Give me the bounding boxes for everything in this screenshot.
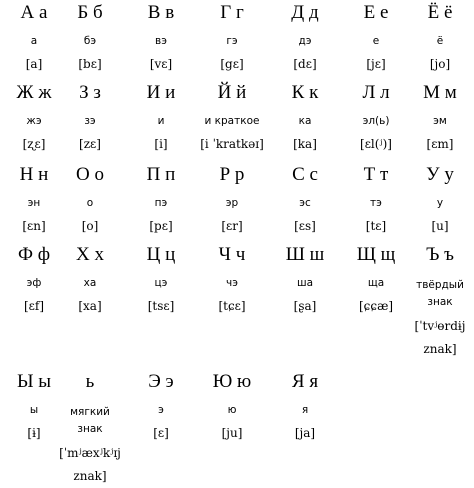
letter-ipa: [ʂa]: [293, 299, 317, 313]
letter-ipa: [jo]: [429, 57, 451, 71]
letter-cell: [342, 82, 410, 151]
letter-ipa: [ʐɛ]: [22, 137, 46, 151]
letter-glyph: Л л: [362, 82, 390, 103]
letter-name: эл(ь): [362, 115, 390, 127]
letter-glyph: Е е: [363, 2, 389, 23]
letter-name: о: [86, 197, 94, 209]
letter-name: цэ: [154, 277, 168, 289]
letter-name: эф: [26, 277, 42, 289]
letter-ipa: [ɛs]: [294, 219, 316, 233]
letter-cell: [56, 371, 124, 488]
letter-ipa: [a]: [25, 57, 43, 71]
letter-cell: [271, 2, 339, 71]
letter-name: е: [372, 35, 380, 47]
letter-cell: [342, 2, 410, 71]
letter-name: гэ: [226, 35, 238, 47]
letter-cell: [406, 82, 474, 151]
letter-name: твёрдый знак: [416, 279, 464, 308]
letter-ipa: [ja]: [294, 426, 316, 440]
letter-glyph: О о: [76, 164, 104, 185]
letter-name: вэ: [155, 35, 167, 47]
letter-glyph: З з: [79, 82, 101, 103]
letter-glyph: В в: [147, 2, 175, 23]
letter-ipa: [i]: [154, 137, 168, 151]
letter-cell: [127, 164, 195, 233]
letter-cell: [127, 2, 195, 71]
letter-name: ы: [29, 404, 39, 416]
letter-glyph: А а: [20, 2, 48, 23]
letter-glyph: Ю ю: [212, 371, 252, 392]
letter-cell: [198, 164, 266, 233]
letter-ipa: [i ˈkratkəɪ]: [200, 137, 264, 151]
letter-name: эр: [225, 197, 239, 209]
letter-ipa: [ju]: [221, 426, 243, 440]
letter-name: бэ: [83, 35, 97, 47]
letter-ipa: [ɛm]: [426, 137, 454, 151]
letter-ipa: [u]: [431, 219, 449, 233]
letter-glyph: Р р: [219, 164, 245, 185]
letter-name: ща: [367, 277, 385, 289]
letter-cell: [127, 244, 195, 313]
letter-glyph: С с: [292, 164, 318, 185]
letter-cell: [56, 244, 124, 313]
letter-glyph: Ж ж: [16, 82, 52, 103]
letter-name: жэ: [26, 115, 42, 127]
letter-name: у: [436, 197, 444, 209]
letter-glyph: Ы ы: [16, 371, 52, 392]
letter-ipa: [ˈmʲæxʲkʲɪj znak]: [59, 446, 121, 483]
letter-cell: [406, 2, 474, 71]
letter-glyph: Ё ё: [427, 2, 453, 23]
letter-cell: [198, 371, 266, 440]
letter-glyph: Ц ц: [146, 244, 176, 265]
letter-cell: [127, 82, 195, 151]
letter-glyph: Ч ч: [218, 244, 246, 265]
letter-name: ё: [436, 35, 444, 47]
letter-name: ка: [298, 115, 312, 127]
letter-cell: [271, 371, 339, 440]
letter-name: эм: [433, 115, 447, 127]
letter-ipa: [ɛ]: [153, 426, 169, 440]
letter-ipa: [dɛ]: [293, 57, 317, 71]
letter-glyph: Й й: [217, 82, 247, 103]
letter-name: и краткое: [204, 115, 260, 127]
letter-ipa: [ɕɕæ]: [358, 299, 394, 313]
letter-name: и: [157, 115, 165, 127]
letter-glyph: Т т: [363, 164, 389, 185]
letter-ipa: [zɛ]: [79, 137, 101, 151]
letter-ipa: [vɛ]: [149, 57, 173, 71]
letter-glyph: М м: [423, 82, 457, 103]
letter-cell: [406, 164, 474, 233]
letter-ipa: [ˈtvʲɵrdɨj znak]: [414, 319, 466, 356]
letter-name: ша: [296, 277, 314, 289]
letter-ipa: [tɛ]: [365, 219, 387, 233]
letter-glyph: Ъ ъ: [426, 244, 454, 265]
letter-cell: [198, 82, 266, 151]
letter-glyph: И и: [146, 82, 176, 103]
letter-glyph: Х х: [76, 244, 104, 265]
letter-cell: [342, 244, 410, 313]
letter-name: пэ: [154, 197, 168, 209]
letter-name: а: [30, 35, 38, 47]
letter-name: чэ: [226, 277, 238, 289]
letter-cell: [271, 244, 339, 313]
letter-glyph: Ш ш: [285, 244, 325, 265]
letter-ipa: [tɕɛ]: [218, 299, 246, 313]
letter-name: тэ: [370, 197, 382, 209]
letter-cell: [342, 164, 410, 233]
letter-cell: [56, 164, 124, 233]
letter-cell: [56, 2, 124, 71]
letter-cell: [271, 164, 339, 233]
letter-cell: [198, 244, 266, 313]
letter-cell: [198, 2, 266, 71]
letter-ipa: [ɛf]: [23, 299, 45, 313]
letter-ipa: [jɛ]: [366, 57, 386, 71]
letter-name: ха: [83, 277, 97, 289]
letter-name: ю: [227, 404, 237, 416]
letter-glyph: Э э: [148, 371, 174, 392]
letter-glyph: Г г: [220, 2, 244, 23]
letter-glyph: К к: [291, 82, 319, 103]
letter-ipa: [ka]: [293, 137, 317, 151]
letter-ipa: [ɨ]: [27, 426, 41, 440]
letter-name: дэ: [298, 35, 312, 47]
letter-ipa: [pɛ]: [149, 219, 173, 233]
letter-glyph: ь: [85, 371, 95, 392]
letter-glyph: У у: [426, 164, 454, 185]
letter-ipa: [ɛr]: [221, 219, 243, 233]
letter-name: зэ: [84, 115, 96, 127]
letter-name: э: [158, 404, 164, 416]
letter-glyph: Я я: [291, 371, 319, 392]
letter-ipa: [gɛ]: [220, 57, 244, 71]
letter-glyph: Н н: [19, 164, 49, 185]
letter-name: эс: [299, 197, 311, 209]
letter-name: мягкий знак: [70, 406, 110, 435]
letter-glyph: Щ щ: [356, 244, 396, 265]
letter-ipa: [bɛ]: [78, 57, 102, 71]
letter-cell: [406, 244, 474, 361]
letter-cell: [127, 371, 195, 440]
letter-name: я: [301, 404, 309, 416]
letter-glyph: П п: [146, 164, 176, 185]
letter-ipa: [ɛn]: [22, 219, 46, 233]
letter-ipa: [xa]: [78, 299, 102, 313]
letter-glyph: Д д: [291, 2, 319, 23]
letter-glyph: Б б: [77, 2, 103, 23]
letter-name: эн: [27, 197, 41, 209]
letter-glyph: Ф ф: [17, 244, 51, 265]
letter-ipa: [tsɛ]: [147, 299, 175, 313]
letter-ipa: [o]: [81, 219, 99, 233]
letter-cell: [56, 82, 124, 151]
letter-ipa: [ɛl(ʲ)]: [360, 137, 392, 151]
letter-cell: [271, 82, 339, 151]
